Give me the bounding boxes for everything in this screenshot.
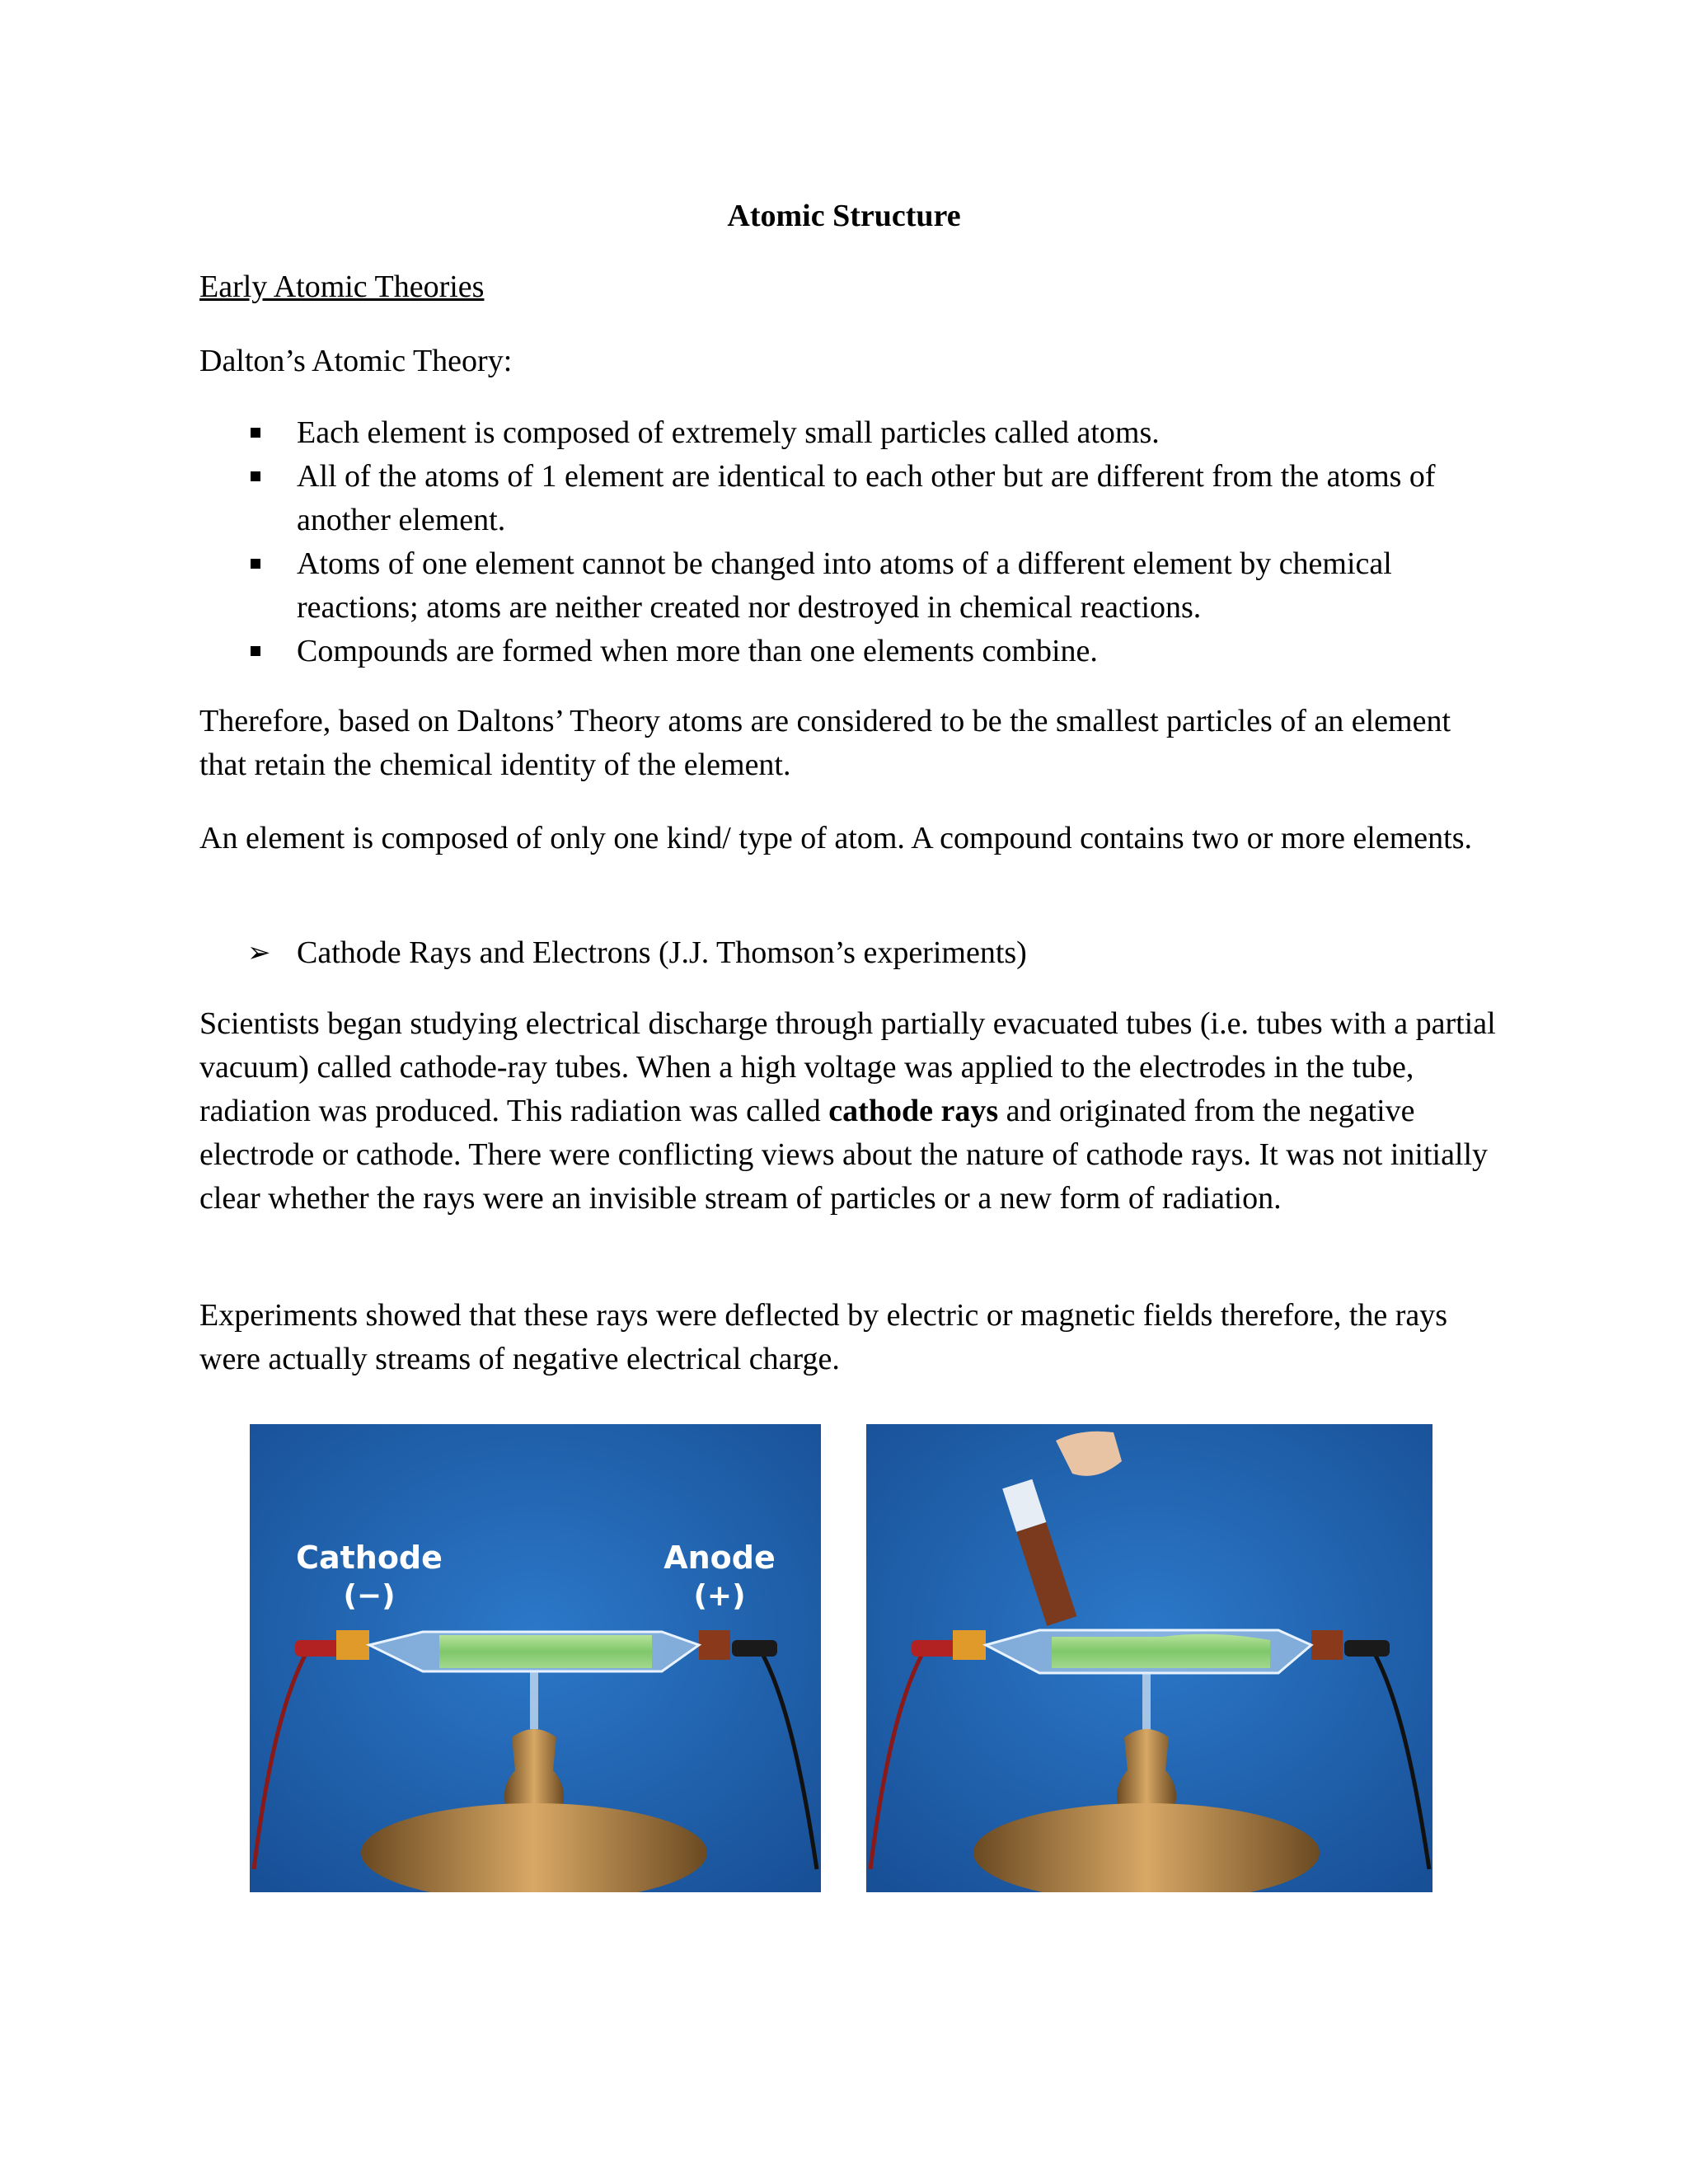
section-heading: Early Atomic Theories — [199, 269, 485, 304]
square-bullet-icon — [251, 646, 260, 656]
paragraph-deflection: Experiments showed that these rays were deflected by electric or magnetic fields therefore, the rays were actually streams of negative electrical charge. — [199, 1298, 1448, 1376]
square-bullet-icon — [251, 471, 260, 481]
paragraph-daltons-theory: Therefore, based on Daltons’ Theory atoms are considered to be the smallest particles of an element that retain the chemical identity of the element. — [199, 704, 1451, 782]
cathode-label: Cathode — [296, 1540, 443, 1576]
page-title: Atomic Structure — [727, 199, 961, 233]
cathode-sign: (−) — [343, 1579, 396, 1613]
anode-label: Anode — [663, 1540, 776, 1576]
square-bullet-icon — [251, 428, 260, 438]
paragraph-cathode-rays: Scientists began studying electrical discharge through partially evacuated tubes (i.e. tubes with a partial vacuum) called cathode-ray tubes. When a high voltage was applied to the electrodes in the tube, radiation was produced. This radiation was called cathode rays and originated from the negative electrode or cathode. There were conflicting views about the nature of cathode rays. It was not initially clear whether the rays were an invisible stream of particles or a new form of radiation. — [199, 1006, 1496, 1216]
paragraph-element-compound: An element is composed of only one kind/ type of atom. A compound contains two or more elements. — [199, 821, 1472, 855]
anode-sign: (+) — [693, 1579, 746, 1613]
magnet-deflection-photo — [866, 1424, 1432, 1892]
list-item: Atoms of one element cannot be changed into atoms of a different element by chemical reactions; atoms are neither created nor destroyed in chemical reactions. — [199, 542, 1485, 630]
document-page: Atomic Structure Early Atomic Theories Dalton’s Atomic Theory: Each element is composed of extremely small particles called atoms. All of the atoms of 1 element are identical to each other but are different from the atoms of another element. Atoms of one element cannot be changed into atoms of a different element by chemical reactions; atoms are neither created nor destroyed in chemical reactions. Compounds are formed when more than one elements combine. Therefore, based on Daltons’ Theory atoms are considered to be the smallest particles of an element that retain the chemical identity of the element. An element is composed of only one kind/ type of atom. A compound contains two or more elements. ➢ Cathode Rays and Electrons (J.J. Thomson’s experiments) Scientists began studying electrical discharge through partially evacuated tubes (i.e. tubes with a partial vacuum) called cathode-ray tubes. When a high voltage was applied to the electrodes in the tube, radiation was produced. This radiation was called cathode rays and originated from the negative electrode or cathode. There were conflicting views about the nature of cathode rays. It was not initially clear whether the rays were an invisible stream of particles or a new form of radiation. Experiments showed that these rays were deflected by electric or magnetic fields therefore, the rays were actually streams of negative electrical charge. Cathode (−) Anode (+) — [0, 0, 1688, 2184]
list-item: Compounds are formed when more than one elements combine. — [199, 630, 1485, 673]
list-item: All of the atoms of 1 element are identical to each other but are different from the atoms of another element. — [199, 455, 1485, 542]
cathode-ray-tube-photo — [250, 1424, 821, 1892]
dalton-bullet-list — [199, 411, 1485, 673]
arrow-bullet-icon: ➢ — [247, 936, 271, 969]
list-item: Each element is composed of extremely small particles called atoms. — [199, 411, 1485, 455]
dalton-label: Dalton’s Atomic Theory: — [199, 344, 513, 378]
bold-term: cathode rays — [828, 1094, 999, 1128]
square-bullet-icon — [251, 559, 260, 569]
